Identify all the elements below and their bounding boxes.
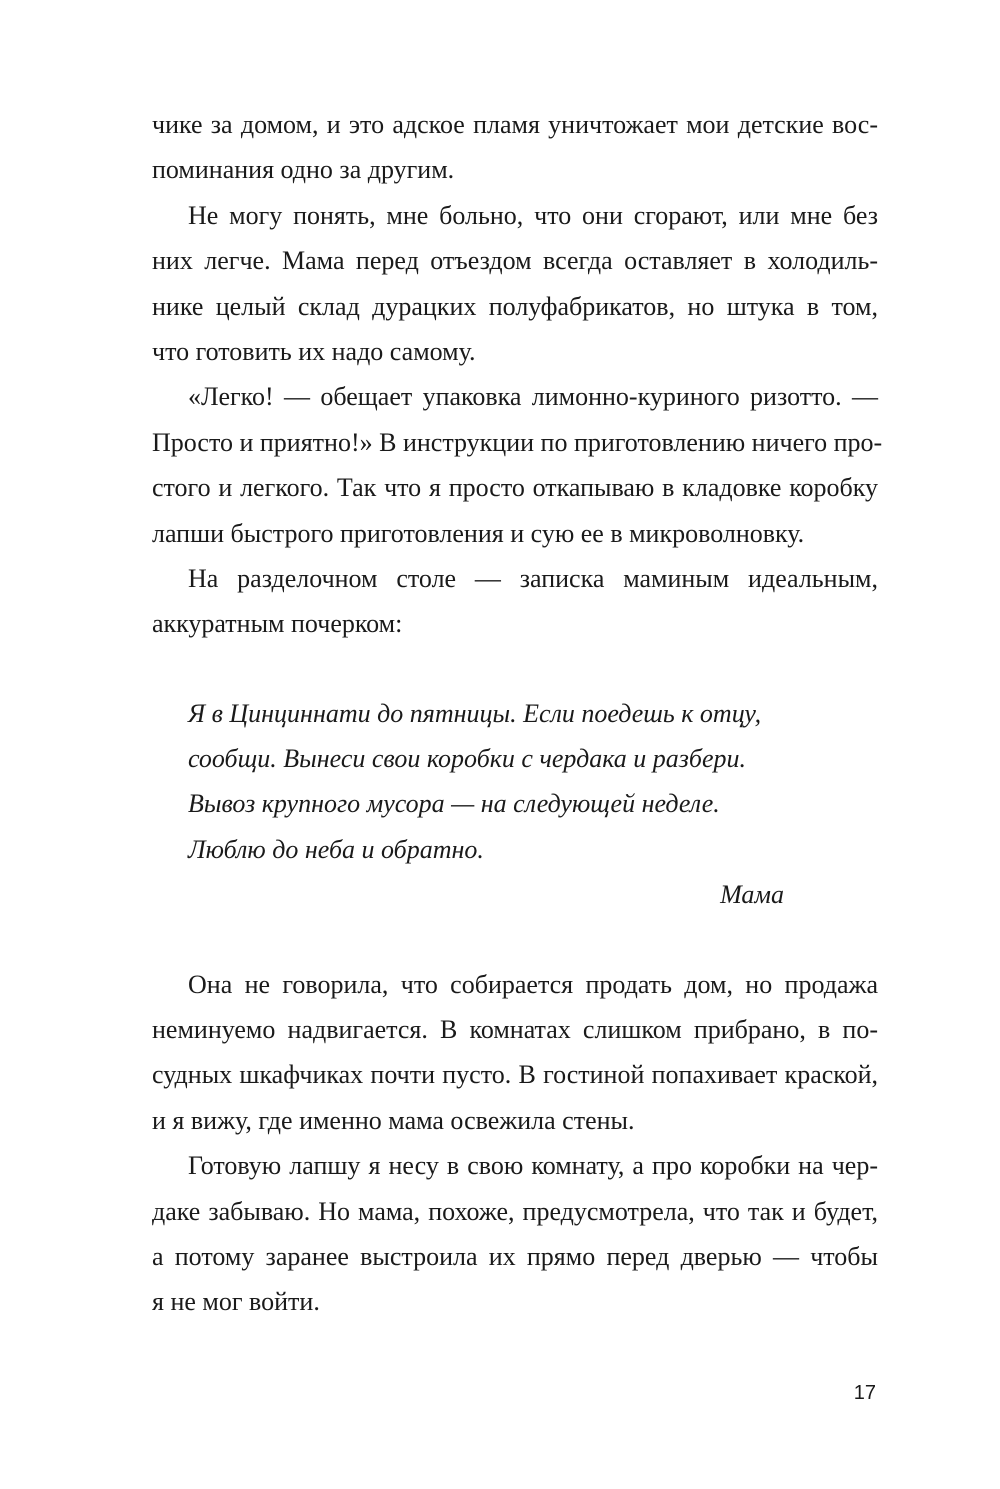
text-line: неминуемо надвигается. В комнатах слишком прибрано, в по-	[152, 1015, 878, 1045]
spacer	[152, 647, 878, 691]
text-line: «Легко! — обещает упаковка лимонно-куриного ризотто. —	[188, 382, 878, 412]
text-line: Просто и приятно!» В инструкции по приготовлению ничего про-	[152, 427, 883, 457]
handwritten-note	[152, 691, 878, 918]
paragraph	[152, 193, 878, 375]
paragraph	[152, 102, 878, 193]
note-line: сообщи. Вынеси свои коробки с чердака и разбери.	[188, 744, 746, 774]
text-line: На разделочном столе — записка маминым идеальным,	[188, 563, 878, 593]
text-line: Не могу понять, мне больно, что они сгорают, или мне без	[188, 200, 878, 230]
text-line: поминания одно за другим.	[152, 155, 455, 185]
text-line: Готовую лапшу я несу в свою комнату, а про коробки на чер-	[188, 1151, 878, 1181]
text-line: стого и легкого. Так что я просто откапываю в кладовке коробку	[152, 473, 878, 503]
paragraph	[152, 1143, 878, 1325]
text-line: нике целый склад дурацких полуфабрикатов, но штука в том,	[152, 291, 878, 321]
spacer	[152, 918, 878, 962]
text-line: судных шкафчиках почти пусто. В гостиной попахивает краской,	[152, 1060, 878, 1090]
paragraph	[152, 962, 878, 1144]
note-line: Я в Цинциннати до пятницы. Если поедешь к отцу,	[188, 698, 762, 728]
text-line: что готовить их надо самому.	[152, 336, 476, 366]
text-line: даке забываю. Но мама, похоже, предусмотрела, что так и будет,	[152, 1196, 878, 1226]
note-line: Вывоз крупного мусора — на следующей неделе.	[188, 789, 720, 819]
text-line: лапши быстрого приготовления и сую ее в микроволновку.	[152, 518, 805, 548]
text-line: Она не говорила, что собирается продать дом, но продажа	[188, 969, 878, 999]
text-line: аккуратным почерком:	[152, 609, 403, 639]
paragraph	[152, 556, 878, 647]
note-line: Люблю до неба и обратно.	[188, 834, 484, 864]
text-line: я не мог войти.	[152, 1287, 320, 1317]
text-line: чике за домом, и это адское пламя уничтожает мои детские вос-	[152, 110, 878, 139]
page-body	[152, 102, 883, 1325]
text-line: и я вижу, где именно мама освежила стены.	[152, 1105, 635, 1135]
text-line: а потому заранее выстроила их прямо перед дверью — чтобы	[152, 1241, 878, 1271]
text-line: них легче. Мама перед отъездом всегда оставляет в холодиль-	[152, 246, 878, 276]
page-number: 17	[853, 1382, 876, 1404]
paragraph	[152, 374, 883, 556]
note-signature: Мама	[720, 880, 784, 910]
